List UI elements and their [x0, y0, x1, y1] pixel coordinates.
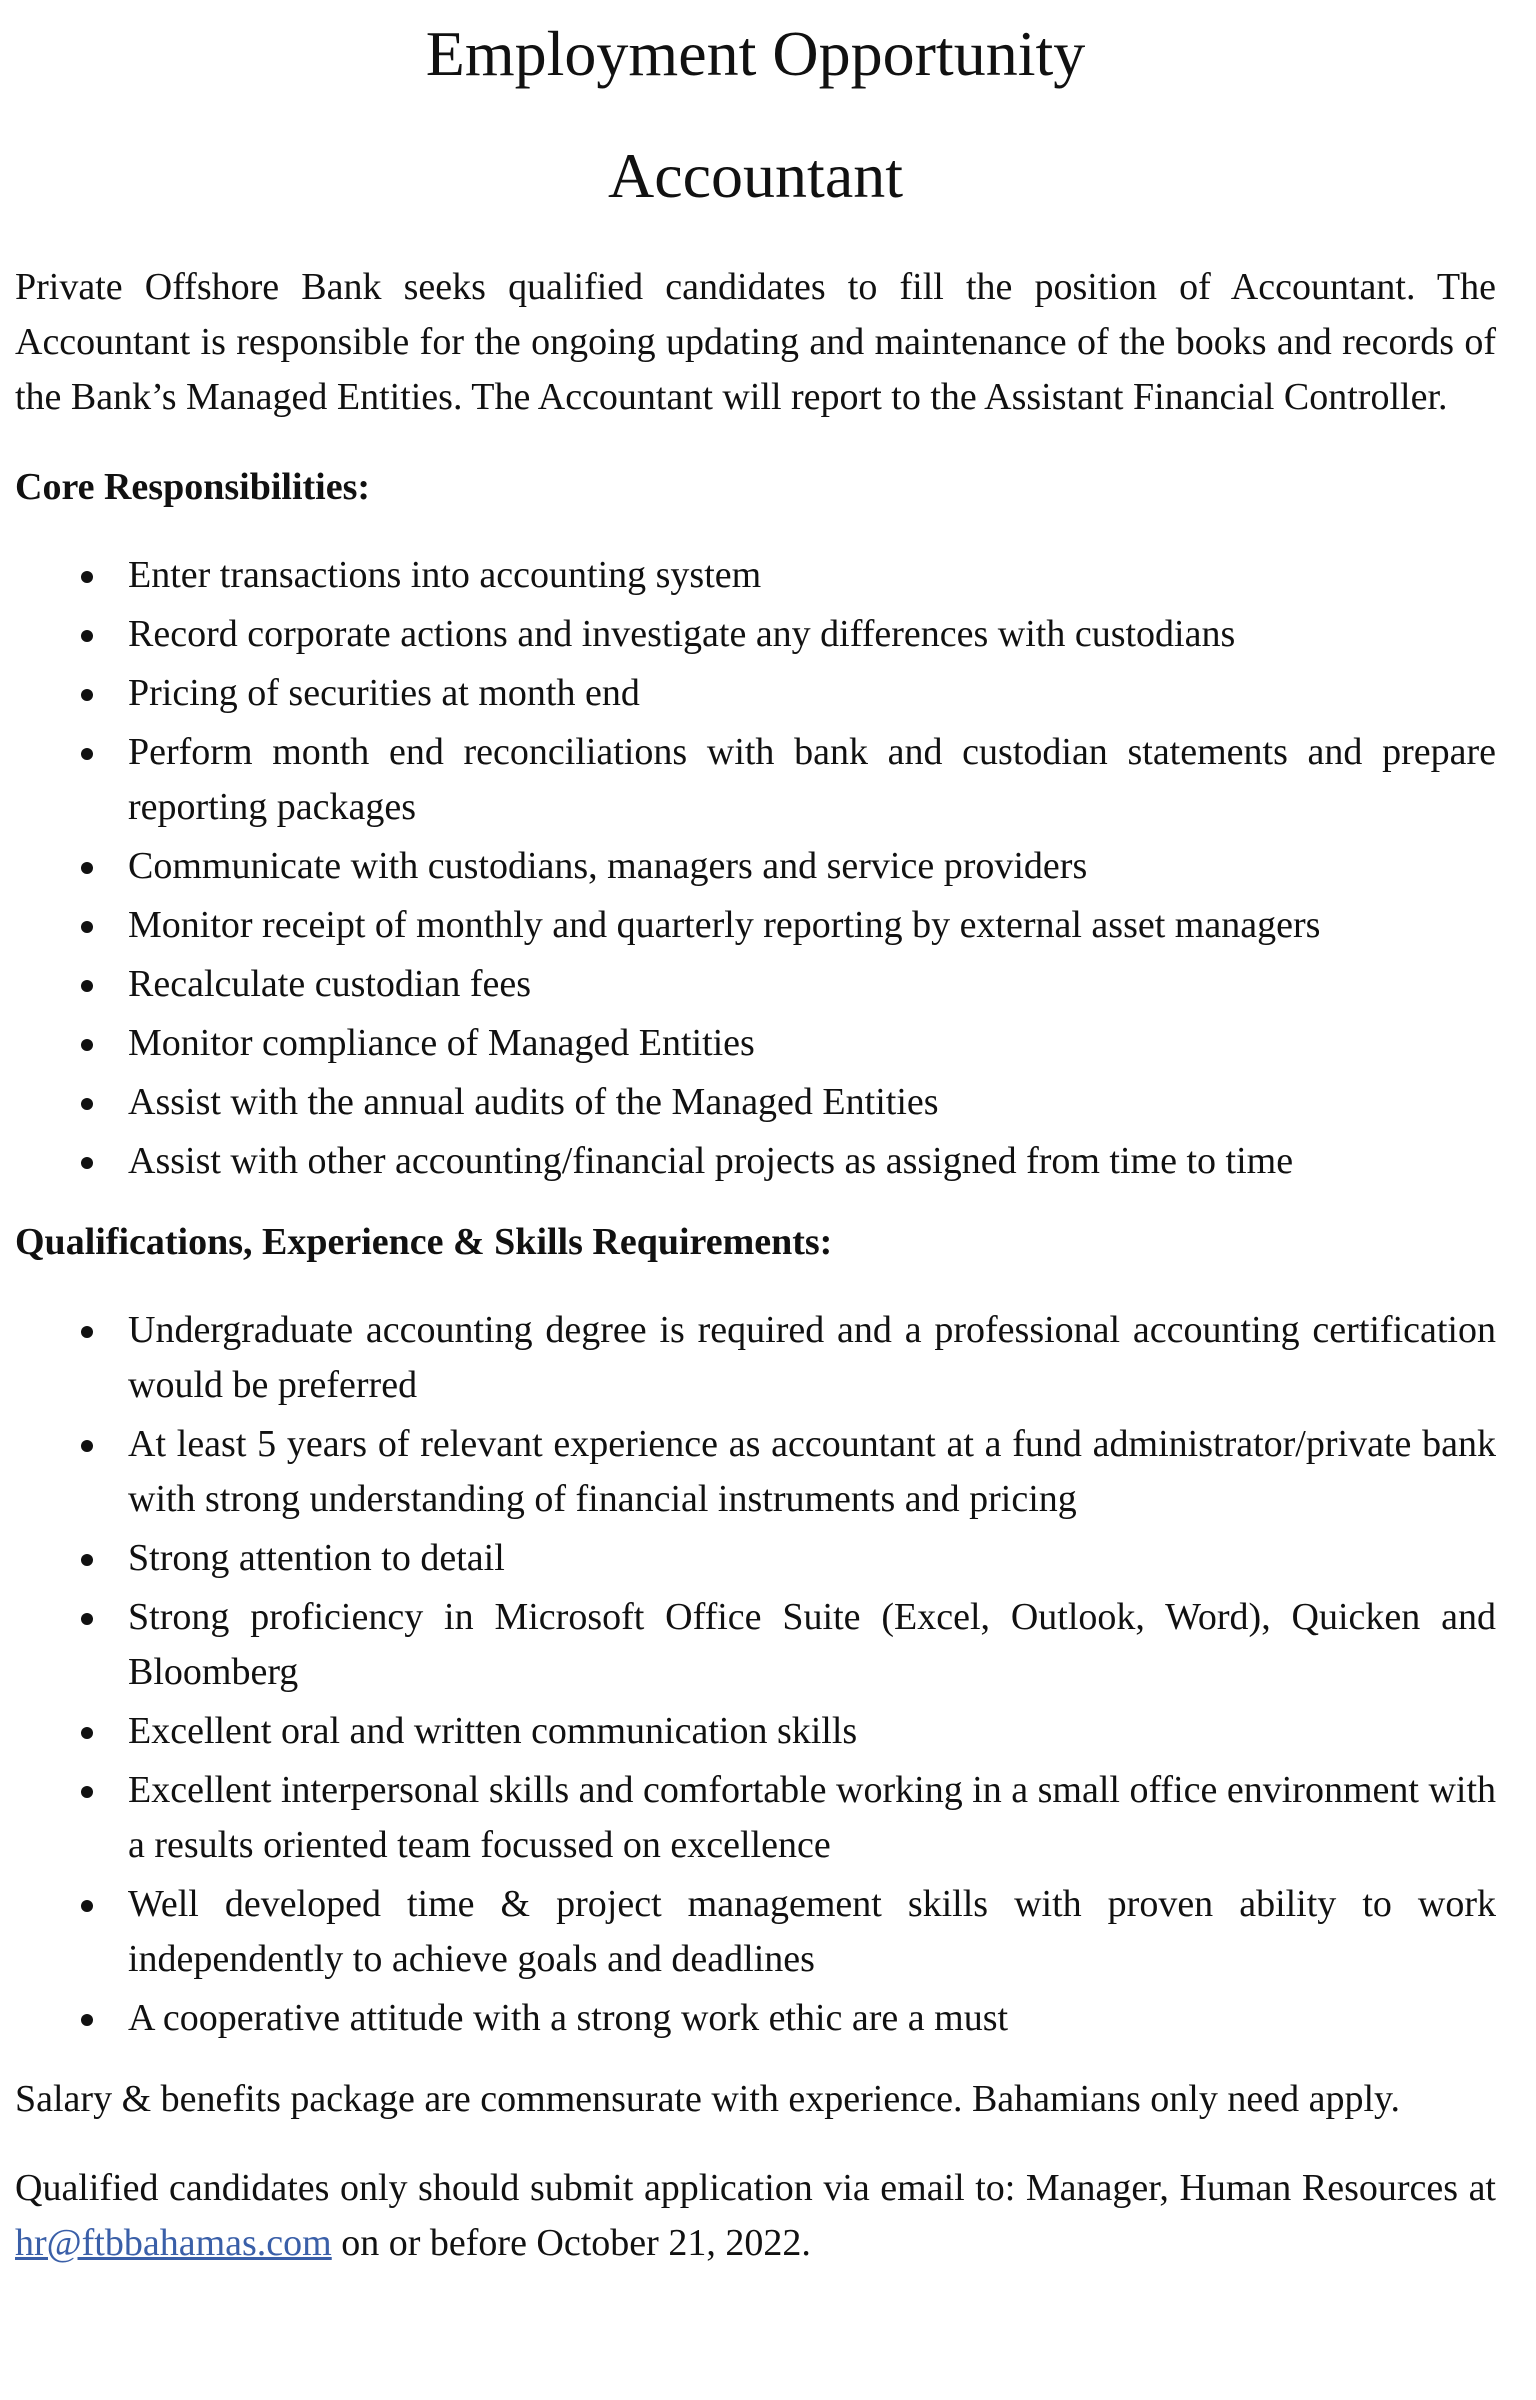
bullet-icon: [81, 1157, 93, 1169]
list-item-text: Excellent oral and written communication skills: [128, 1710, 858, 1752]
bullet-icon: [81, 1039, 93, 1051]
salary-paragraph: Salary & benefits package are commensurate with experience. Bahamians only need apply.: [15, 2078, 1401, 2120]
bullet-icon: [81, 1554, 93, 1566]
core-responsibilities-list: [15, 548, 1496, 1189]
intro-paragraph: Private Offshore Bank seeks qualified candidates to fill the position of Accountant. The Accountant is responsible for the ongoing updating and maintenance of the books and records of the Bank’s Managed Entities. The Accountant will report to the Assistant Financial Controller.: [15, 266, 1496, 418]
bullet-icon: [81, 571, 93, 583]
list-item: [15, 1016, 1496, 1071]
list-item: [15, 548, 1496, 603]
application-text: Qualified candidates only should submit application via email to: Manager, Human Resources at: [15, 2167, 1496, 2209]
bullet-icon: [81, 689, 93, 701]
list-item-text: Communicate with custodians, managers and service providers: [128, 845, 1088, 887]
list-item-text: Perform month end reconciliations with bank and custodian statements and prepare reporting packages: [128, 731, 1496, 828]
application-paragraph: [15, 2161, 1496, 2271]
list-item: [15, 1134, 1496, 1189]
list-item-text: Assist with the annual audits of the Managed Entities: [128, 1081, 939, 1123]
list-item: [15, 1590, 1496, 1700]
list-item: [15, 666, 1496, 721]
list-item-text: Enter transactions into accounting system: [128, 554, 762, 596]
qualifications-list: [15, 1303, 1496, 2046]
bullet-icon: [81, 862, 93, 874]
bullet-icon: [81, 1900, 93, 1912]
list-item-text: Monitor compliance of Managed Entities: [128, 1022, 755, 1064]
bullet-icon: [81, 980, 93, 992]
list-item-text: Strong attention to detail: [128, 1537, 505, 1579]
list-item: [15, 1704, 1496, 1759]
list-item-text: Record corporate actions and investigate any differences with custodians: [128, 613, 1236, 655]
core-responsibilities-heading: Core Responsibilities:: [15, 466, 371, 508]
list-item: [15, 957, 1496, 1012]
list-item-text: Monitor receipt of monthly and quarterly reporting by external asset managers: [128, 904, 1321, 946]
page-title: Employment Opportunity: [425, 18, 1086, 89]
list-item-text: Recalculate custodian fees: [128, 963, 532, 1005]
list-item: [15, 1991, 1496, 2046]
list-item: [15, 1877, 1496, 1987]
bullet-icon: [81, 1613, 93, 1625]
qualifications-heading: Qualifications, Experience & Skills Requirements:: [15, 1221, 833, 1263]
list-item: [15, 1763, 1496, 1873]
list-item: [15, 607, 1496, 662]
list-item: [15, 1531, 1496, 1586]
list-item-text: A cooperative attitude with a strong work ethic are a must: [128, 1997, 1009, 2039]
bullet-icon: [81, 1440, 93, 1452]
list-item-text: Well developed time & project management skills with proven ability to work independently to achieve goals and deadlines: [128, 1883, 1496, 1980]
list-item: [15, 1303, 1496, 1413]
bullet-icon: [81, 1098, 93, 1110]
bullet-icon: [81, 921, 93, 933]
position-title: Accountant: [608, 140, 903, 211]
email-link[interactable]: hr@ftbbahamas.com: [15, 2222, 332, 2264]
list-item: [15, 1075, 1496, 1130]
list-item: [15, 839, 1496, 894]
list-item-text: Undergraduate accounting degree is required and a professional accounting certification would be preferred: [128, 1309, 1496, 1406]
list-item: [15, 898, 1496, 953]
list-item: [15, 725, 1496, 835]
list-item-text: Strong proficiency in Microsoft Office Suite (Excel, Outlook, Word), Quicken and Bloomberg: [128, 1596, 1496, 1693]
list-item-text: Excellent interpersonal skills and comfortable working in a small office environment with a results oriented team focussed on excellence: [128, 1769, 1496, 1866]
list-item-text: Pricing of securities at month end: [128, 672, 640, 714]
list-item-text: Assist with other accounting/financial projects as assigned from time to time: [128, 1140, 1294, 1182]
list-item: [15, 1417, 1496, 1527]
bullet-icon: [81, 630, 93, 642]
bullet-icon: [81, 1326, 93, 1338]
list-item-text: At least 5 years of relevant experience as accountant at a fund administrator/private bank with strong understanding of financial instruments and pricing: [128, 1423, 1496, 1520]
bullet-icon: [81, 2014, 93, 2026]
deadline-text: on or before October 21, 2022.: [331, 2222, 811, 2264]
bullet-icon: [81, 1727, 93, 1739]
bullet-icon: [81, 1786, 93, 1798]
bullet-icon: [81, 748, 93, 760]
